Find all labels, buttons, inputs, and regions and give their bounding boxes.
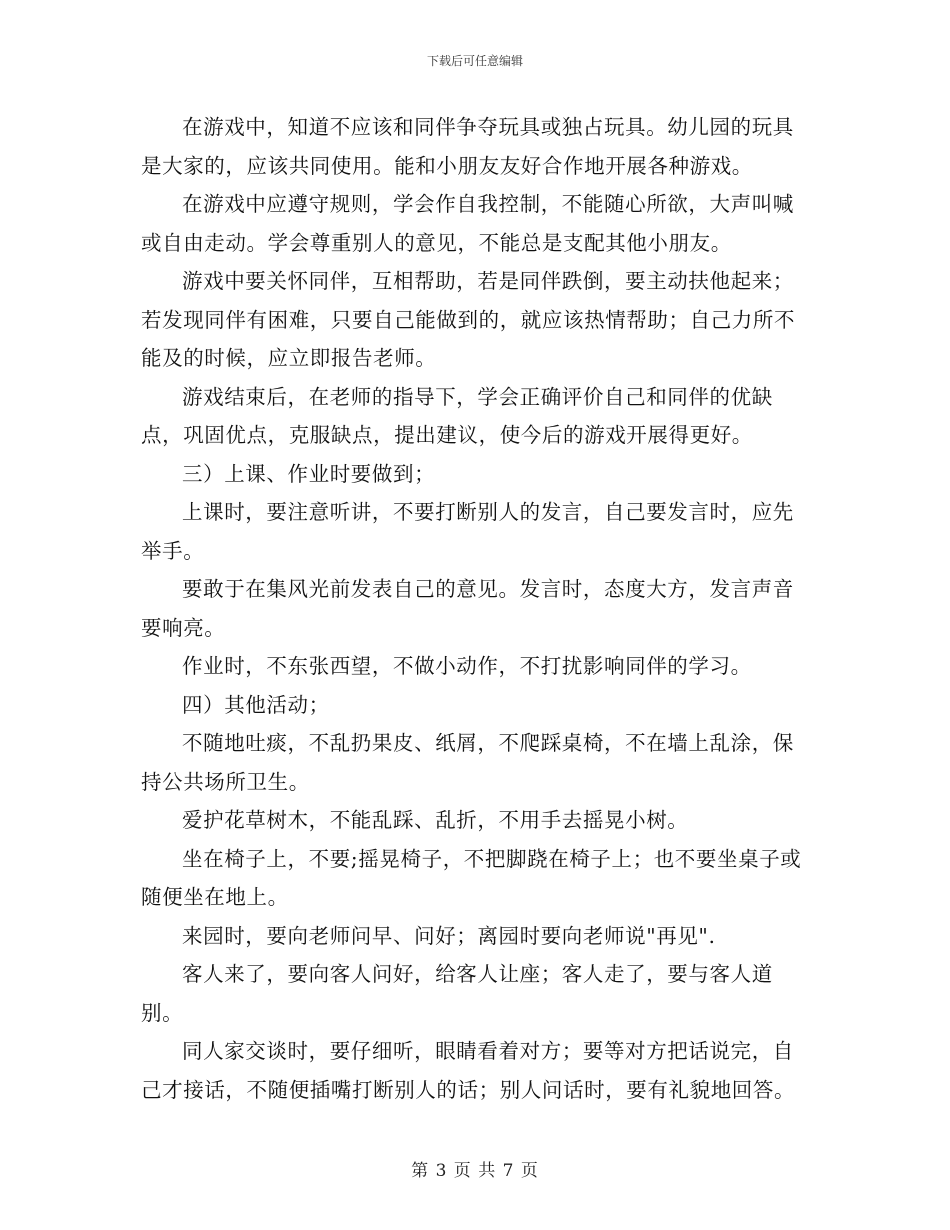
paragraph: 坐在椅子上，不要;摇晃椅子，不把脚跷在椅子上；也不要坐桌子或随便坐在地上。 xyxy=(141,846,802,909)
page-header: 下载后可任意编辑 xyxy=(426,54,523,68)
document-body xyxy=(141,108,811,1109)
paragraph: 要敢于在集风光前发表自己的意见。发言时，态度大方，发言声音要响亮。 xyxy=(141,577,794,640)
paragraph: 上课时，要注意听讲，不要打断别人的发言，自己要发言时，应先举手。 xyxy=(141,500,794,563)
paragraph: 来园时，要向老师问早、问好；离园时要向老师说"再见". xyxy=(182,923,716,948)
paragraph: 在游戏中应遵守规则，学会作自我控制，不能随心所欲，大声叫喊或自由走动。学会尊重别人的意见，不能总是支配其他小朋友。 xyxy=(141,192,794,255)
paragraph: 游戏中要关怀同伴，互相帮助，若是同伴跌倒，要主动扶他起来；若发现同伴有困难，只要自己能做到的，就应该热情帮助；自己力所不能及的时候，应立即报告老师。 xyxy=(141,269,796,370)
page-number: 第 3 页 共 7 页 xyxy=(411,1161,539,1181)
section-heading: 三）上课、作业时要做到； xyxy=(182,461,436,486)
paragraph: 爱护花草树木，不能乱踩、乱折，不用手去摇晃小树。 xyxy=(182,808,689,832)
section-heading: 四）其他活动； xyxy=(182,692,330,717)
paragraph: 游戏结束后，在老师的指导下，学会正确评价自己和同伴的优缺点，巩固优点，克服缺点，提出建议，使今后的游戏开展得更好。 xyxy=(141,384,773,447)
paragraph: 不随地吐痰，不乱扔果皮、纸屑，不爬踩桌椅，不在墙上乱涂，保持公共场所卫生。 xyxy=(141,731,794,794)
paragraph: 客人来了，要向客人问好，给客人让座；客人走了，要与客人道别。 xyxy=(141,962,773,1025)
paragraph: 同人家交谈时，要仔细听，眼睛看着对方；要等对方把话说完，自己才接话，不随便插嘴打断别人的话；别人问话时，要有礼貌地回答。 xyxy=(141,1039,796,1102)
paragraph: 作业时，不东张西望，不做小动作，不打扰影响同伴的学习。 xyxy=(182,654,752,678)
paragraph: 在游戏中，知道不应该和同伴争夺玩具或独占玩具。幼儿园的玩具是大家的，应该共同使用。能和小朋友友好合作地开展各种游戏。 xyxy=(141,115,794,178)
